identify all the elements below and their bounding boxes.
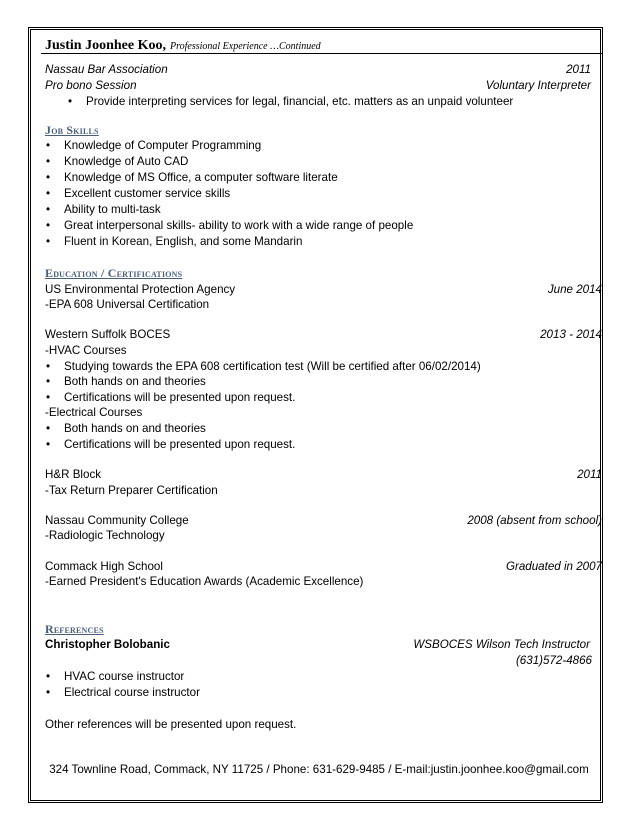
header-subtitle: Professional Experience …Continued xyxy=(169,41,321,52)
footer-contact: 324 Townline Road, Commack, NY 11725 / Phone: 631-629-9485 / E-mail:justin.joonhee.koo@gmail.com xyxy=(49,763,589,776)
reference-phone: (631)572-4866 xyxy=(515,654,592,667)
epa-detail: -EPA 608 Universal Certification xyxy=(45,298,210,311)
boces-org: Western Suffolk BOCES xyxy=(45,328,171,341)
boces-date: 2013 - 2014 xyxy=(540,328,602,341)
skill-item: • Fluent in Korean, English, and some Mandarin xyxy=(64,234,302,249)
hr-org: H&R Block xyxy=(45,468,102,481)
experience-year: 2011 xyxy=(566,63,591,76)
ncc-detail: -Radiologic Technology xyxy=(45,529,165,542)
elec-item: • Certifications will be presented upon request. xyxy=(64,437,295,452)
hr-detail: -Tax Return Preparer Certification xyxy=(45,484,218,497)
skill-item: • Ability to multi-task xyxy=(64,202,161,217)
references-note: Other references will be presented upon request. xyxy=(45,718,297,731)
job-skills-heading: Job Skills xyxy=(45,123,99,137)
reference-item: • Electrical course instructor xyxy=(64,685,200,700)
hvac-item: • Certifications will be presented upon request. xyxy=(64,390,295,405)
reference-item: • HVAC course instructor xyxy=(64,669,184,684)
experience-session: Pro bono Session xyxy=(45,79,137,92)
ncc-org: Nassau Community College xyxy=(45,514,189,527)
skill-item: • Knowledge of Auto CAD xyxy=(64,154,188,169)
hvac-item: • Both hands on and theories xyxy=(64,374,206,389)
elec-item: • Both hands on and theories xyxy=(64,421,206,436)
experience-org: Nassau Bar Association xyxy=(45,63,168,76)
hvac-title: -HVAC Courses xyxy=(45,344,127,357)
skill-item: • Excellent customer service skills xyxy=(64,186,230,201)
reference-name: Christopher Bolobanic xyxy=(45,638,170,651)
references-heading: References xyxy=(45,622,104,636)
epa-org: US Environmental Protection Agency xyxy=(45,283,236,296)
ncc-date: 2008 (absent from school) xyxy=(467,514,602,527)
page-header xyxy=(45,36,321,54)
header-divider xyxy=(41,53,602,54)
skill-item: • Great interpersonal skills- ability to work with a wide range of people xyxy=(64,218,413,233)
skill-item: • Knowledge of Computer Programming xyxy=(64,138,261,153)
epa-date: June 2014 xyxy=(547,283,602,296)
hvac-item: • Studying towards the EPA 608 certification test (Will be certified after 06/02/2014) xyxy=(64,359,481,374)
experience-bullet: • Provide interpreting services for legal, financial, etc. matters as an unpaid volunteer xyxy=(86,94,513,109)
chs-detail: -Earned President's Education Awards (Academic Excellence) xyxy=(45,575,364,588)
elec-title: -Electrical Courses xyxy=(45,406,143,419)
applicant-name: Justin Joonhee Koo, xyxy=(45,38,166,53)
chs-org: Commack High School xyxy=(45,560,163,573)
hr-date: 2011 xyxy=(577,468,602,481)
chs-date: Graduated in 2007 xyxy=(505,560,602,573)
skill-item: • Knowledge of MS Office, a computer software literate xyxy=(64,170,338,185)
education-heading: Education / Certifications xyxy=(45,266,183,280)
experience-role: Voluntary Interpreter xyxy=(485,79,591,92)
reference-position: WSBOCES Wilson Tech Instructor xyxy=(413,638,590,651)
